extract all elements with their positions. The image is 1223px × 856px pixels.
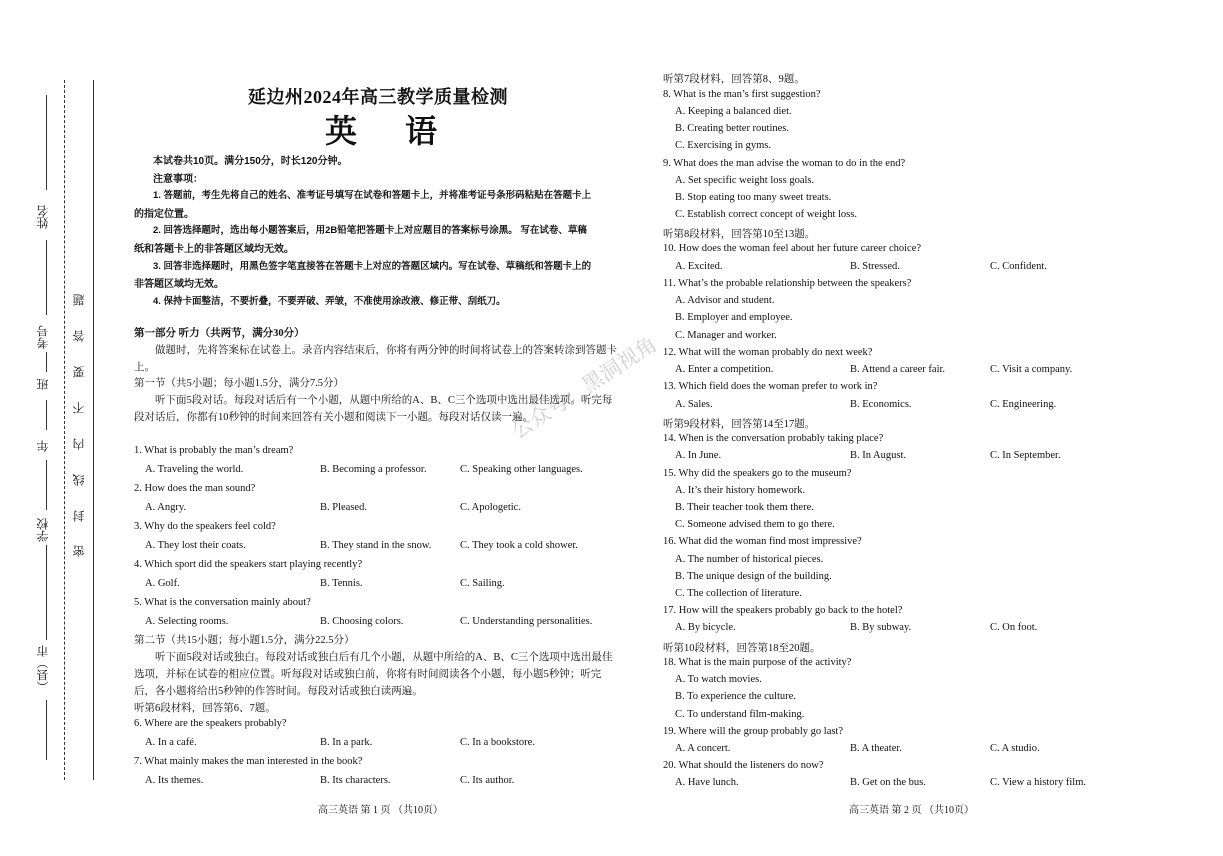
- q8-option-a: A. Keeping a balanced diet.: [675, 106, 792, 117]
- q15-option-b: B. Their teacher took them there.: [675, 502, 814, 513]
- paper-intro: 本试卷共10页。满分150分，时长120分钟。: [153, 156, 348, 167]
- q16-option-a: A. The number of historical pieces.: [675, 554, 824, 565]
- q7-option-b: B. Its characters.: [320, 775, 391, 786]
- subject-title: 英语: [325, 113, 486, 149]
- q4-option-c: C. Sailing.: [460, 578, 505, 589]
- question-16: 16. What did the woman find most impressive?: [663, 536, 862, 547]
- school-label: 学校: [36, 518, 50, 542]
- q8-option-c: C. Exercising in gyms.: [675, 140, 771, 151]
- seal-char-2: 封: [72, 510, 86, 522]
- q6-option-c: C. In a bookstore.: [460, 737, 535, 748]
- material-8: 听第8段材料，回答第10至13题。: [663, 229, 816, 240]
- q12-option-c: C. Visit a company.: [990, 364, 1073, 375]
- note-1a: 1. 答题前，考生先将自己的姓名、准考证号填写在试卷和答题卡上，并将准考证号条形码粘贴在答题卡上: [153, 190, 592, 201]
- q8-option-b: B. Creating better routines.: [675, 123, 790, 134]
- note-3a: 3. 回答非选择题时，用黑色签字笔直接答在答题卡上对应的答题区域内。写在试卷、草稿纸和答题卡上的: [153, 261, 592, 272]
- q18-option-c: C. To understand film-making.: [675, 709, 805, 720]
- q17-option-b: B. By subway.: [850, 622, 912, 633]
- seal-char-8: 题: [72, 294, 86, 306]
- question-17: 17. How will the speakers probably go back to the hotel?: [663, 605, 903, 616]
- seal-char-3: 线: [72, 474, 86, 486]
- q9-option-c: C. Establish correct concept of weight loss.: [675, 209, 857, 220]
- question-8: 8. What is the man’s first suggestion?: [663, 89, 821, 100]
- note-4: 4. 保持卡面整洁，不要折叠，不要弄破、弄皱，不准使用涂改液、修正带、刮纸刀。: [153, 296, 506, 307]
- question-10: 10. How does the woman feel about her future career choice?: [663, 243, 922, 254]
- q14-option-a: A. In June.: [675, 450, 722, 461]
- binding-margin: [0, 0, 100, 856]
- section1-heading: 第一节（共5小题；每小题1.5分，满分7.5分）: [134, 378, 344, 389]
- q10-option-b: B. Stressed.: [850, 261, 900, 272]
- name-label: 姓名: [36, 205, 50, 229]
- q9-option-a: A. Set specific weight loss goals.: [675, 175, 815, 186]
- q14-option-b: B. In August.: [850, 450, 907, 461]
- section1-intro: 听下面5段对话。每段对话后有一个小题，从题中所给的A、B、C三个选项中选出最佳选项。听完每段对话后，你都有10秒钟的时间来回答有关小题和阅读下一小题。每段对话仅读一遍。: [134, 395, 613, 423]
- class-label: 班: [36, 378, 50, 390]
- q16-option-b: B. The unique design of the building.: [675, 571, 832, 582]
- q16-option-c: C. The collection of literature.: [675, 588, 802, 599]
- seal-char-1: 密: [72, 545, 86, 557]
- q10-option-c: C. Confident.: [990, 261, 1047, 272]
- binding-line-solid: [93, 80, 94, 780]
- q14-option-c: C. In September.: [990, 450, 1061, 461]
- watermark: 公众号：黑洞视角: [507, 331, 662, 444]
- question-3: 3. Why do the speakers feel cold?: [134, 521, 276, 532]
- q13-option-c: C. Engineering.: [990, 399, 1057, 410]
- q6-option-a: A. In a café.: [145, 737, 197, 748]
- page-footer-left: 高三英语 第 1 页 （共10页）: [318, 805, 443, 816]
- city-label: （县）市: [36, 645, 50, 693]
- question-11: 11. What’s the probable relationship between the speakers?: [663, 278, 912, 289]
- q15-option-c: C. Someone advised them to go there.: [675, 519, 835, 530]
- q7-option-a: A. Its themes.: [145, 775, 204, 786]
- q13-option-a: A. Sales.: [675, 399, 713, 410]
- question-4: 4. Which sport did the speakers start playing recently?: [134, 559, 363, 570]
- grade-label: 年: [36, 440, 50, 452]
- q11-option-a: A. Advisor and student.: [675, 295, 775, 306]
- q5-option-c: C. Understanding personalities.: [460, 616, 593, 627]
- q17-option-a: A. By bicycle.: [675, 622, 736, 633]
- page-footer-right: 高三英语 第 2 页 （共10页）: [849, 805, 974, 816]
- q11-option-c: C. Manager and worker.: [675, 330, 777, 341]
- material-9: 听第9段材料，回答第14至17题。: [663, 419, 816, 430]
- question-14: 14. When is the conversation probably taking place?: [663, 433, 884, 444]
- q3-option-a: A. They lost their coats.: [145, 540, 246, 551]
- q2-option-b: B. Pleased.: [320, 502, 367, 513]
- seal-char-4: 内: [72, 438, 86, 450]
- q12-option-b: B. Attend a career fair.: [850, 364, 946, 375]
- q11-option-b: B. Employer and employee.: [675, 312, 793, 323]
- city-bottom-underline: [46, 700, 47, 760]
- q19-option-c: C. A studio.: [990, 743, 1040, 754]
- q12-option-a: A. Enter a competition.: [675, 364, 774, 375]
- notes-heading: 注意事项：: [153, 174, 203, 185]
- part1-heading: 第一部分 听力（共两节，满分30分）: [134, 328, 305, 339]
- q3-option-c: C. They took a cold shower.: [460, 540, 578, 551]
- q18-option-a: A. To watch movies.: [675, 674, 762, 685]
- note-1b: 的指定位置。: [134, 209, 194, 220]
- city-underline: [46, 545, 47, 640]
- question-2: 2. How does the man sound?: [134, 483, 256, 494]
- seal-char-7: 答: [72, 330, 86, 342]
- question-18: 18. What is the main purpose of the activity?: [663, 657, 852, 668]
- question-6: 6. Where are the speakers probably?: [134, 718, 287, 729]
- question-5: 5. What is the conversation mainly about?: [134, 597, 311, 608]
- material-6: 听第6段材料，回答第6、7题。: [134, 703, 276, 714]
- grade-underline: [46, 400, 47, 430]
- q20-option-c: C. View a history film.: [990, 777, 1087, 788]
- q13-option-b: B. Economics.: [850, 399, 912, 410]
- q15-option-a: A. It’s their history homework.: [675, 485, 806, 496]
- q20-option-b: B. Get on the bus.: [850, 777, 926, 788]
- q5-option-a: A. Selecting rooms.: [145, 616, 229, 627]
- seal-char-6: 要: [72, 366, 86, 378]
- material-7: 听第7段材料，回答第8、9题。: [663, 74, 805, 85]
- q1-option-b: B. Becoming a professor.: [320, 464, 427, 475]
- exam-no-underline: [46, 240, 47, 315]
- binding-line-dashed: [64, 80, 65, 780]
- question-9: 9. What does the man advise the woman to do in the end?: [663, 158, 906, 169]
- q9-option-b: B. Stop eating too many sweet treats.: [675, 192, 832, 203]
- q2-option-c: C. Apologetic.: [460, 502, 521, 513]
- section2-intro: 听下面5段对话或独白。每段对话或独白后有几个小题，从题中所给的A、B、C三个选项中选出最佳选项，并标在试卷的相应位置。听每段对话或独白前，你将有时间阅读各个小题，每小题5秒钟；听完后，各小题将给出5秒钟的作答时间。每段对话或独白读两遍。: [134, 652, 613, 697]
- q20-option-a: A. Have lunch.: [675, 777, 739, 788]
- question-7: 7. What mainly makes the man interested in the book?: [134, 756, 363, 767]
- q2-option-a: A. Angry.: [145, 502, 187, 513]
- question-1: 1. What is probably the man’s dream?: [134, 445, 294, 456]
- q5-option-b: B. Choosing colors.: [320, 616, 404, 627]
- question-13: 13. Which field does the woman prefer to work in?: [663, 381, 878, 392]
- material-10: 听第10段材料，回答第18至20题。: [663, 643, 821, 654]
- exam-title: 延边州2024年高三教学质量检测: [248, 87, 508, 107]
- exam-no-label: 考号: [36, 325, 50, 349]
- question-19: 19. Where will the group probably go last?: [663, 726, 844, 737]
- question-15: 15. Why did the speakers go to the museum?: [663, 468, 852, 479]
- name-underline: [46, 95, 47, 190]
- q7-option-c: C. Its author.: [460, 775, 515, 786]
- seal-char-5: 不: [72, 402, 86, 414]
- q3-option-b: B. They stand in the snow.: [320, 540, 432, 551]
- q6-option-b: B. In a park.: [320, 737, 373, 748]
- q1-option-a: A. Traveling the world.: [145, 464, 244, 475]
- q19-option-b: B. A theater.: [850, 743, 902, 754]
- question-12: 12. What will the woman probably do next week?: [663, 347, 873, 358]
- class-underline: [46, 352, 47, 372]
- question-20: 20. What should the listeners do now?: [663, 760, 824, 771]
- note-2b: 纸和答题卡上的非答题区域均无效。: [134, 244, 294, 255]
- q18-option-b: B. To experience the culture.: [675, 691, 796, 702]
- part1-intro: 做题时，先将答案标在试卷上。录音内容结束后，你将有两分钟的时间将试卷上的答案转涂到答题卡上。: [134, 345, 617, 373]
- q10-option-a: A. Excited.: [675, 261, 723, 272]
- note-2a: 2. 回答选择题时，选出每小题答案后，用2B铅笔把答题卡上对应题目的答案标号涂黑。 写在试卷、草稿: [153, 225, 587, 236]
- q4-option-a: A. Golf.: [145, 578, 180, 589]
- q19-option-a: A. A concert.: [675, 743, 731, 754]
- section2-heading: 第二节（共15小题；每小题1.5分，满分22.5分）: [134, 635, 355, 646]
- q4-option-b: B. Tennis.: [320, 578, 363, 589]
- q1-option-c: C. Speaking other languages.: [460, 464, 583, 475]
- note-3b: 非答题区域均无效。: [134, 279, 224, 290]
- school-underline: [46, 460, 47, 510]
- q17-option-c: C. On foot.: [990, 622, 1038, 633]
